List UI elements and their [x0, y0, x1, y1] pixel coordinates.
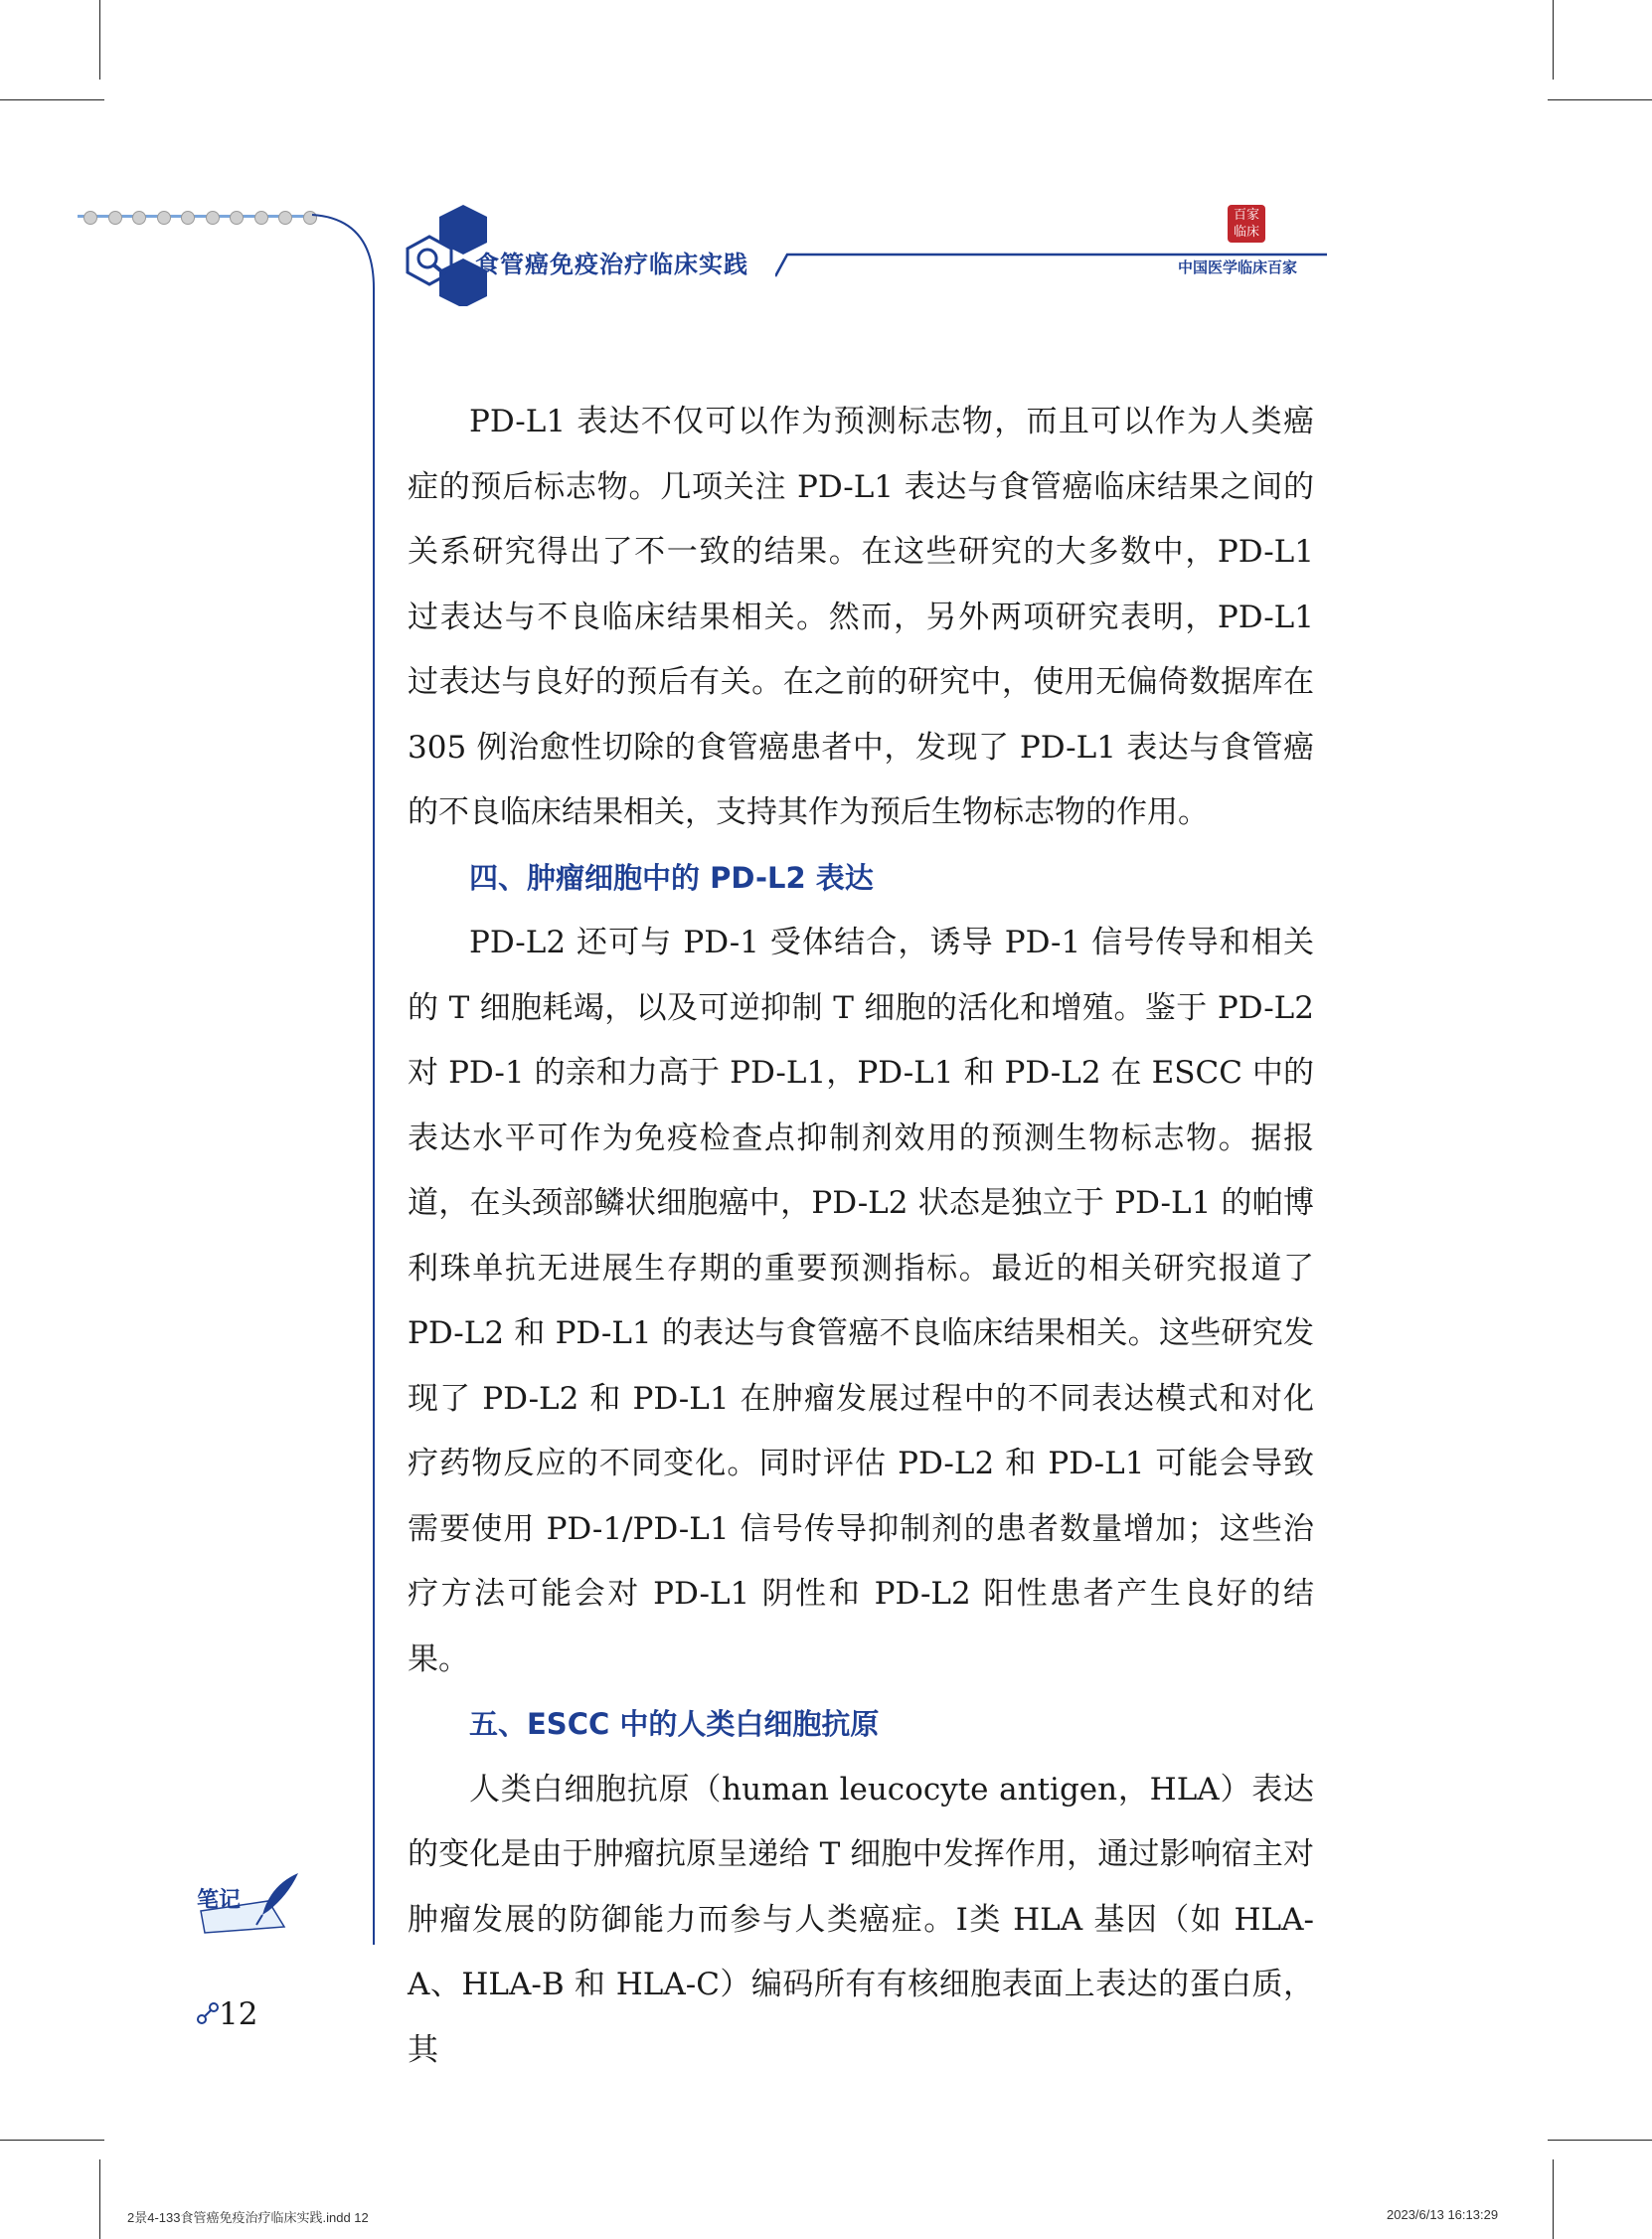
binder-hole — [278, 211, 292, 225]
margin-divider — [298, 199, 388, 1949]
notes-label-block — [185, 1867, 304, 1937]
crop-mark — [0, 99, 104, 100]
binder-hole — [108, 211, 122, 225]
series-name: 中国医学临床百家 — [1178, 258, 1298, 276]
notes-label: 笔记 — [197, 1887, 242, 1913]
book-title: 食管癌免疫治疗临床实践 — [475, 251, 748, 278]
crop-mark — [0, 2140, 104, 2141]
page-number: 12 — [219, 1996, 258, 2032]
paragraph: PD-L2 还可与 PD-1 受体结合，诱导 PD-1 信号传导和相关的 T 细胞耗竭，以及可逆抑制 T 细胞的活化和增殖。鉴于 PD-L2 对 PD-1 的亲和力高于 PD-L1，PD-L1 和 PD-L2 在 ESCC 中的表达水平可作为免疫检查点抑制剂效用的预测生物标志物。据报道，在头颈部鳞状细胞癌中，PD-L2 状态是独立于 PD-L1 的帕博利珠单抗无进展生存期的重要预测指标。最近的相关研究报道了 PD-L2 和 PD-L1 的表达与食管癌不良临床结果相关。这些研究发现了 PD-L2 和 PD-L1 在肿瘤发展过程中的不同表达模式和对化疗药物反应的不同变化。同时评估 PD-L2 和 PD-L1 可能会导致需要使用 PD-1/PD-L1 信号传导抑制剂的患者数量增加；这些治疗方法可能会对 PD-L1 阴性和 PD-L2 阳性患者产生良好的结果。 — [408, 925, 1314, 1677]
binder-hole — [132, 211, 146, 225]
footer-file-name: 2景4-133食管癌免疫治疗临床实践.indd 12 — [127, 2210, 369, 2225]
page-ornament-icon — [195, 2000, 221, 2026]
paragraph: 人类白细胞抗原（human leucocyte antigen，HLA）表达的变化是由于肿瘤抗原呈递给 T 细胞中发挥作用，通过影响宿主对肿瘤发展的防御能力而参与人类癌症。Ⅰ类 HLA 基因（如 HLA-A、HLA-B 和 HLA-C）编码所有有核细胞表面上表达的蛋白质，其 — [408, 1771, 1314, 2068]
paragraph: PD-L1 表达不仅可以作为预测标志物，而且可以作为人类癌症的预后标志物。几项关注 PD-L1 表达与食管癌临床结果之间的关系研究得出了不一致的结果。在这些研究的大多数中，PD-L1 过表达与不良临床结果相关。然而，另外两项研究表明，PD-L1 过表达与良好的预后有关。在之前的研究中，使用无偏倚数据库在 305 例治愈性切除的食管癌患者中，发现了 PD-L1 表达与食管癌的不良临床结果相关，支持其作为预后生物标志物的作用。 — [408, 404, 1314, 830]
binder-hole — [254, 211, 268, 225]
binder-hole — [83, 211, 97, 225]
binder-hole — [157, 211, 171, 225]
binder-hole — [181, 211, 195, 225]
crop-mark — [99, 0, 100, 80]
crop-mark — [1548, 2140, 1652, 2141]
binder-hole — [206, 211, 220, 225]
crop-mark — [99, 2159, 100, 2239]
crop-mark — [1548, 99, 1652, 100]
footer-timestamp: 2023/6/13 16:13:29 — [1387, 2207, 1499, 2222]
crop-mark — [1553, 2159, 1554, 2239]
main-text — [408, 390, 1314, 2083]
binder-hole — [230, 211, 244, 225]
crop-mark — [1553, 0, 1554, 80]
section-heading: 五、ESCC 中的人类白细胞抗原 — [469, 1707, 880, 1741]
series-logo — [1228, 205, 1265, 243]
section-heading: 四、肿瘤细胞中的 PD-L2 表达 — [469, 860, 874, 895]
series-logo-text: 百家临床 — [1233, 208, 1259, 240]
